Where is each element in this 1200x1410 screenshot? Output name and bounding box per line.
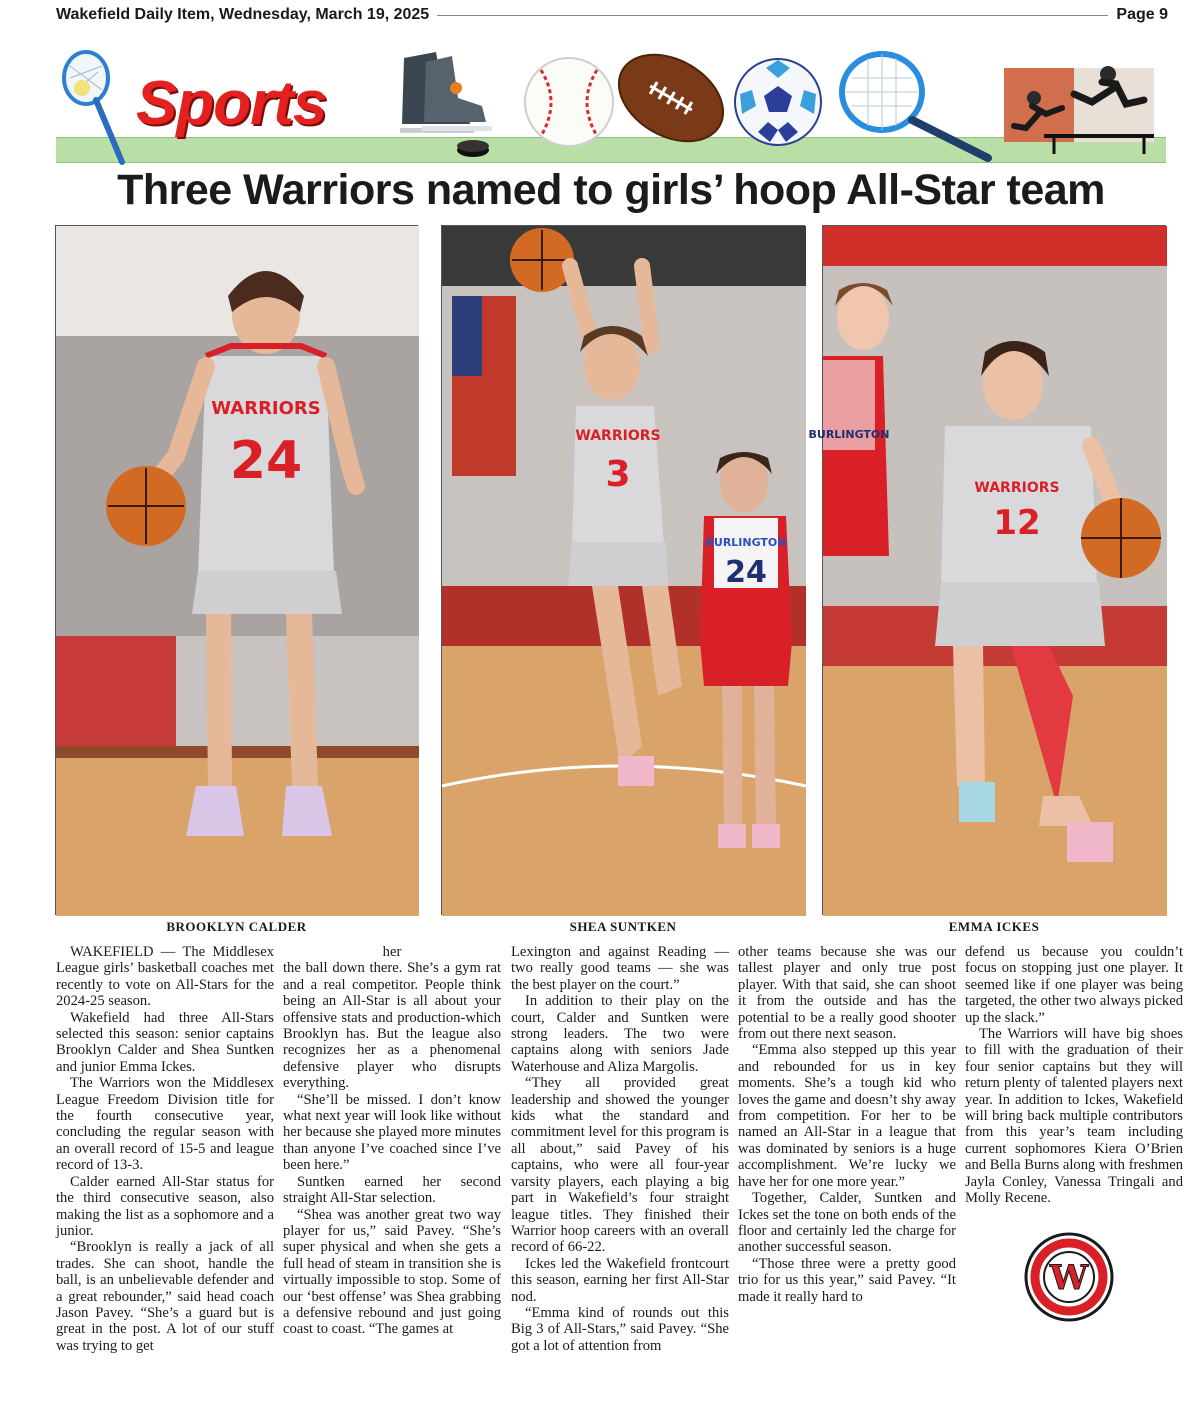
jersey-number: 3 (605, 454, 631, 495)
article-continuation-word: her (382, 944, 402, 960)
opponent-jersey-text: BURLINGTON (705, 536, 787, 549)
lacrosse-stick-icon (56, 52, 126, 164)
article-headline: Three Warriors named to girls’ hoop All-Star team (117, 166, 1105, 214)
photo-caption-calder: BROOKLYN CALDER (166, 919, 307, 934)
article-paragraph: Calder earned All-Star status for the third consecutive season, also making the list as a sophomore and a junior. (56, 1173, 274, 1239)
ice-skates-icon (396, 48, 496, 144)
jersey-text: WARRIORS (211, 398, 321, 419)
section-title: Sports (136, 69, 327, 138)
article-paragraph: The Warriors will have big shoes to fill with the graduation of their four senior captains but they will return plenty of talented players next year. In addition to Ickes, Wakefield will bring back multiple contributors from this year’s team including current sophomores Kiera O’Brien and Bella Burns along with freshmen Jayla Conley, Vanessa Tringali and Molly Recene. (965, 1026, 1183, 1207)
article-paragraph: Wakefield had three All-Stars selected this season: senior captains Brooklyn Calder and Shea Suntken and junior Emma Ickes. (56, 1009, 274, 1075)
jersey-number: 12 (993, 503, 1041, 543)
article-paragraph: WAKEFIELD — The Middlesex League girls’ basketball coaches met recently to vote on All-Stars for the 2024-25 season. (56, 944, 274, 1010)
masthead-rule (437, 15, 1108, 16)
hurdlers-icon (1004, 54, 1162, 158)
masthead-line (56, 4, 1168, 26)
jersey-text: WARRIORS (974, 480, 1060, 496)
article-paragraph: Lexington and against Reading — two really good teams — she was the best player on the court.” (511, 944, 729, 993)
jersey-text: WARRIORS (575, 428, 661, 444)
baseball-icon (521, 54, 617, 150)
photo-caption-suntken: SHEA SUNTKEN (569, 919, 677, 934)
paper-date: Wakefield Daily Item, Wednesday, March 19, 2025 (56, 6, 430, 23)
photo-emma-ickes (808, 225, 1166, 915)
article-paragraph: “They all provided great leadership and showed the younger kids what the standard and commitment level for this program is all about,” said Pavey of his captains, who were all four-year varsity players, each playing a big part in Wakefield’s four straight league titles. They finished their Warrior hoop careers with an overall record of 66-22. (511, 1075, 729, 1256)
soccer-ball-icon (732, 56, 824, 148)
article-paragraph: In addition to their play on the court, Calder and Suntken were strong leaders. The two were captains along with seniors Jade Waterhouse and Aliza Margolis. (511, 993, 729, 1075)
sports-banner (56, 34, 1166, 164)
logo-letter: W (1049, 1258, 1089, 1298)
photo-brooklyn-calder (55, 225, 418, 915)
article-column-1 (56, 944, 274, 1354)
photo-shea-suntken (441, 225, 805, 915)
photo-caption-ickes: EMMA ICKES (948, 919, 1040, 934)
wakefield-warriors-logo (1024, 1232, 1114, 1322)
article-paragraph: “Shea was another great two way player for us,” said Pavey. “She’s super physical and when she gets a full head of steam in transition she is virtually impossible to stop. Some of our ‘best offense’ was Shea grabbing a defensive rebound and just going coast to coast. “The games at (283, 1206, 501, 1338)
article-paragraph: defend us because you couldn’t focus on stopping just one player. It seemed like if one player was being targeted, the other two always picked up the slack.” (965, 944, 1183, 1026)
article-paragraph: “Emma kind of rounds out this Big 3 of All-Stars,” said Pavey. “She got a lot of attention from (511, 1304, 729, 1354)
article-paragraph: “Brooklyn is really a jack of all trades. She can shoot, handle the ball, is an unbelievable defender and a great rebounder,” said head coach Jason Pavey. “She’s a guard but is great in the post. A lot of our stuff was trying to get (56, 1239, 274, 1354)
article-paragraph: “She’ll be missed. I don’t know what next year will look like without her because she played more minutes than anyone I’ve coached since I’ve been here.” (283, 1091, 501, 1174)
jersey-number: 24 (229, 431, 303, 491)
opponent-jersey-text: BURLINGTON (808, 428, 890, 441)
article-column-2 (283, 944, 501, 1338)
article-paragraph: other teams because she was our tallest player and only true post player. With that said, she can shoot it from the outside and has the potential to be a really good shooter from out there next season. (738, 944, 956, 1043)
article-paragraph: “Emma also stepped up this year and rebounded for us in key moments. She’s a tough kid who loves the game and doesn’t shy away from competition. For her to be named an All-Star in a league that was dominated by seniors is a huge accomplishment. We’re lucky we have her for one more year.” (738, 1042, 956, 1190)
article-paragraph: “Those three were a pretty good trio for us this year,” said Pavey. “It made it really hard to (738, 1255, 956, 1305)
article-column-5 (965, 944, 1183, 1207)
article-paragraph: Ickes led the Wakefield frontcourt this season, earning her first All-Star nod. (511, 1255, 729, 1305)
article-column-3 (511, 944, 729, 1354)
article-paragraph: The Warriors won the Middlesex League Freedom Division title for the fourth consecutive year, concluding the regular season with an overall record of 15-5 and league record of 13-3. (56, 1075, 274, 1174)
article-column-4 (738, 944, 956, 1305)
article-paragraph: Together, Calder, Suntken and Ickes set the tone on both ends of the floor and certainly led the charge for another successful season. (738, 1190, 956, 1256)
article-paragraph: Suntken earned her second straight All-Star selection. (283, 1173, 501, 1207)
opponent-jersey-number: 24 (725, 555, 767, 590)
football-icon (611, 42, 731, 154)
page-number: Page 9 (1116, 6, 1168, 23)
tennis-racket-icon (838, 48, 998, 164)
article-paragraph: the ball down there. She’s a gym rat and a real competitor. People think being an All-Star is all about your offensive stats and production-which Brooklyn has. But the league also recognizes her as a phenomenal defensive player who disrupts everything. (283, 960, 501, 1092)
hockey-puck-icon (456, 138, 490, 158)
